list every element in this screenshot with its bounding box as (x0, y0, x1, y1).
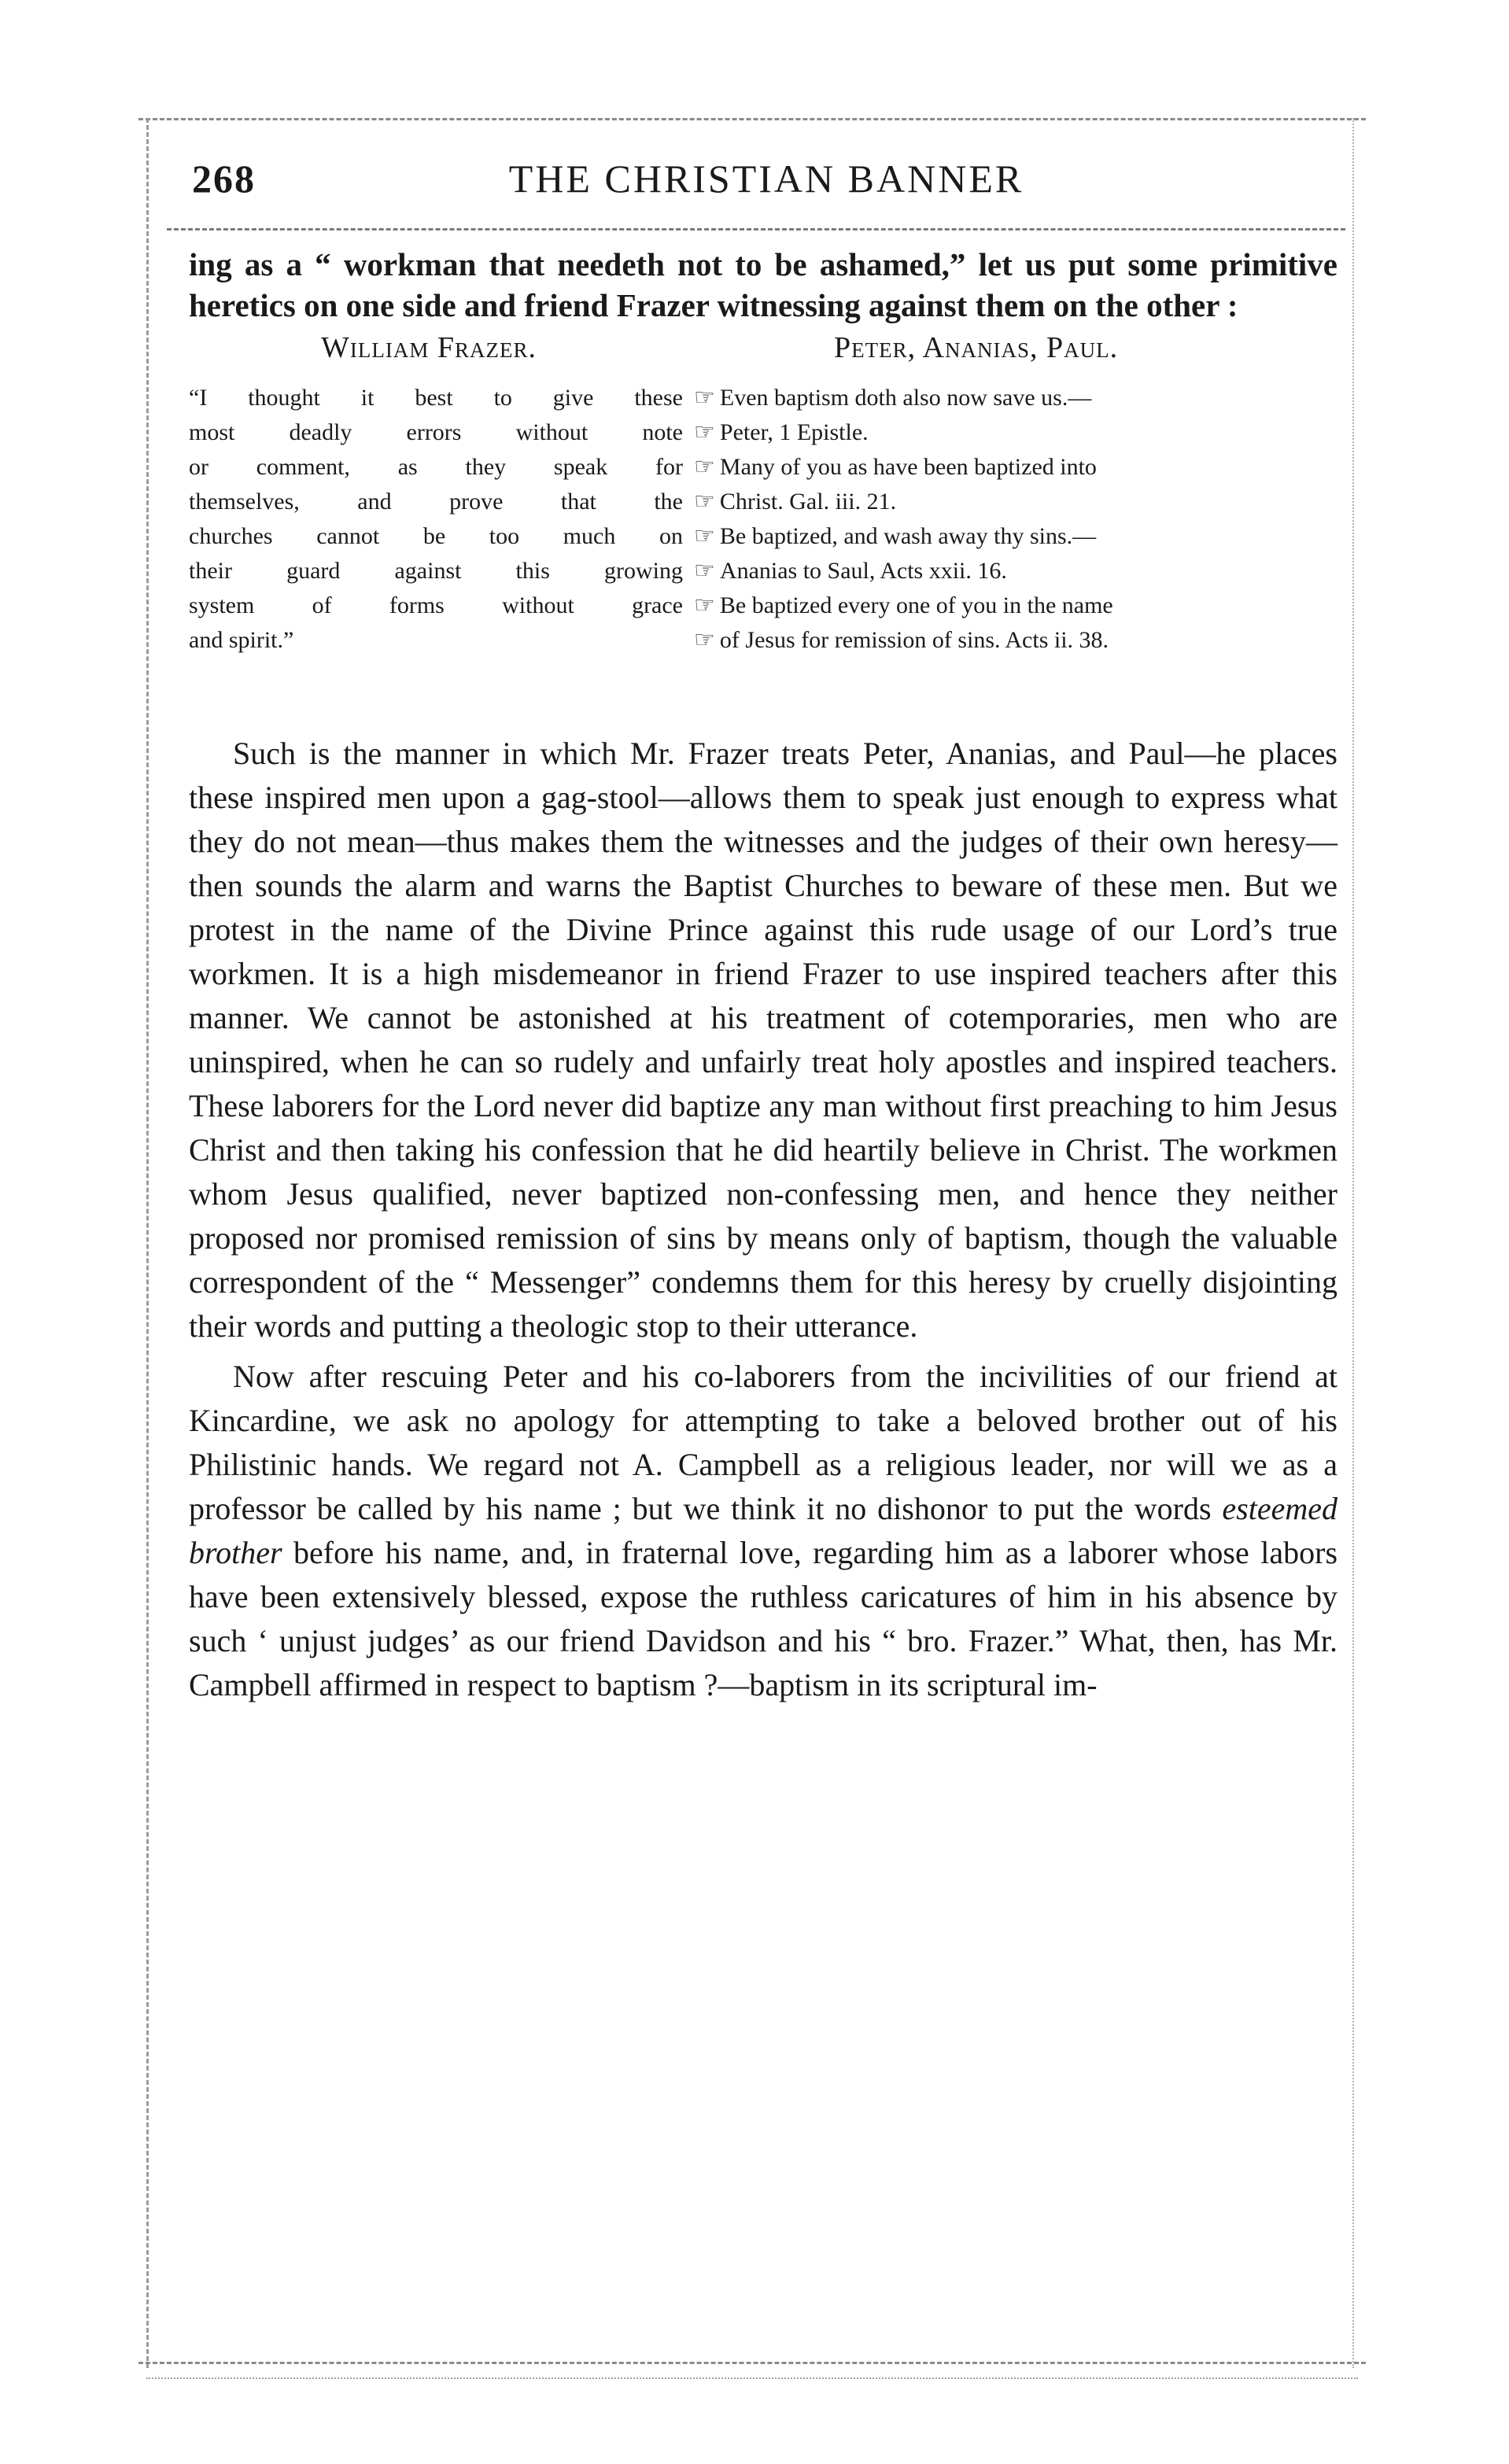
quote-line: most deadly errors without note (189, 419, 683, 445)
body-paragraph: Such is the manner in which Mr. Frazer treats Peter, Ananias, and Paul—he places these inspired men upon a gag-stool—allows them to speak just enough to express what they do not mean—thus makes them the witnesses and the judges of their own heresy—then sounds the alarm and warns the Baptist Churches to beware of these men. But we protest in the name of the Divine Prince against this rude usage of our Lord’s true workmen. It is a high misdemeanor in friend Frazer to use inspired teachers after this manner. We cannot be astonished at his treatment of cotemporaries, men who are uninspired, when he can so rudely and unfairly treat holy apostles and inspired teachers. These laborers for the Lord never did baptize any man without first preaching to him Jesus Christ and then taking his confession that he did heartily believe in Christ. The workmen whom Jesus qualified, never baptized non-confessing men, and hence they neither proposed nor promised remission of sins by means only of baptism, though the valuable correspondent of the “ Messenger” condemns them for this heresy by cruelly disjointing their words and putting a theologic stop to their utterance. (189, 736, 1337, 1344)
paragraph-text: before his name, and, in fraternal love, regarding him as a laborer whose labors have been extensively blessed, expose the ruthless caricatures of him in his absence by such ‘ unjust judges’ as our friend Davidson and his “ bro. Frazer.” What, then, has Mr. Campbell affirmed in respect to baptism ?—baptism in its scriptural im- (189, 1535, 1338, 1702)
scripture-text: Be baptized, and wash away thy sins.— (719, 523, 1097, 549)
column-headings (189, 327, 1337, 373)
quote-line: themselves, and prove that the (189, 489, 683, 515)
quote-line: “I thought it best to give these (189, 385, 683, 411)
lead-paragraph: ing as a “ workman that needeth not to be ashamed,” let us put some primitive heretics on one side and friend Frazer witnessing against them on the other : (189, 246, 1337, 323)
quotation-columns (189, 381, 1337, 732)
quote-line: and spirit.” (189, 627, 294, 653)
pointing-hand-icon: ☞ (694, 454, 715, 480)
scripture-line (694, 450, 1347, 485)
scripture-text: Many of you as have been baptized into (719, 454, 1097, 480)
quote-line: churches cannot be too much on (189, 523, 683, 549)
scripture-column (694, 381, 1347, 658)
pointing-hand-icon: ☞ (694, 523, 715, 549)
scripture-line (694, 381, 1347, 415)
scripture-line (694, 623, 1347, 658)
pointing-hand-icon: ☞ (694, 592, 715, 618)
scripture-line (694, 485, 1347, 519)
page-header (192, 156, 1341, 219)
right-column-heading: Peter, Ananias, Paul. (834, 331, 1119, 364)
scripture-text: Christ. Gal. iii. 21. (719, 489, 897, 515)
italic-phrase: esteemed brother (189, 1491, 1338, 1570)
pointing-hand-icon: ☞ (694, 419, 715, 445)
bottom-border-rule (138, 2362, 1366, 2364)
header-rule (167, 228, 1345, 231)
running-title: THE CHRISTIAN BANNER (508, 157, 1024, 201)
pointing-hand-icon: ☞ (694, 558, 715, 584)
paragraph-text: Now after rescuing Peter and his co-laborers from the incivilities of our friend at Kincardine, we ask no apology for attempting to take a beloved brother out of his Philistinic hands. We regard not A. Campbell as a religious leader, nor will we as a professor be called by his name ; but we think it no dishonor to put the words (189, 1359, 1337, 1526)
page-number: 268 (192, 157, 256, 201)
page-content (189, 236, 1337, 1707)
quote-line: system of forms without grace (189, 592, 683, 618)
scripture-line (694, 519, 1347, 554)
pointing-hand-icon: ☞ (694, 489, 715, 515)
quote-line: or comment, as they speak for (189, 454, 683, 480)
scripture-text: Peter, 1 Epistle. (719, 419, 869, 445)
scripture-line (694, 415, 1347, 450)
pointing-hand-icon: ☞ (694, 627, 715, 653)
scripture-text: of Jesus for remission of sins. Acts ii. 38. (719, 627, 1109, 653)
scripture-text: Be baptized every one of you in the name (719, 592, 1113, 618)
pointing-hand-icon: ☞ (694, 385, 715, 411)
scripture-text: Ananias to Saul, Acts xxii. 16. (719, 558, 1007, 584)
body-paragraph (189, 1355, 1337, 1707)
scripture-line (694, 588, 1347, 623)
quote-line: their guard against this growing (189, 558, 683, 584)
left-column-heading: William Frazer. (321, 331, 537, 364)
frazer-quote-column (189, 381, 683, 658)
scripture-text: Even baptism doth also now save us.— (719, 385, 1092, 411)
bottom-border-rule-secondary (146, 2377, 1358, 2379)
scripture-line (694, 554, 1347, 588)
